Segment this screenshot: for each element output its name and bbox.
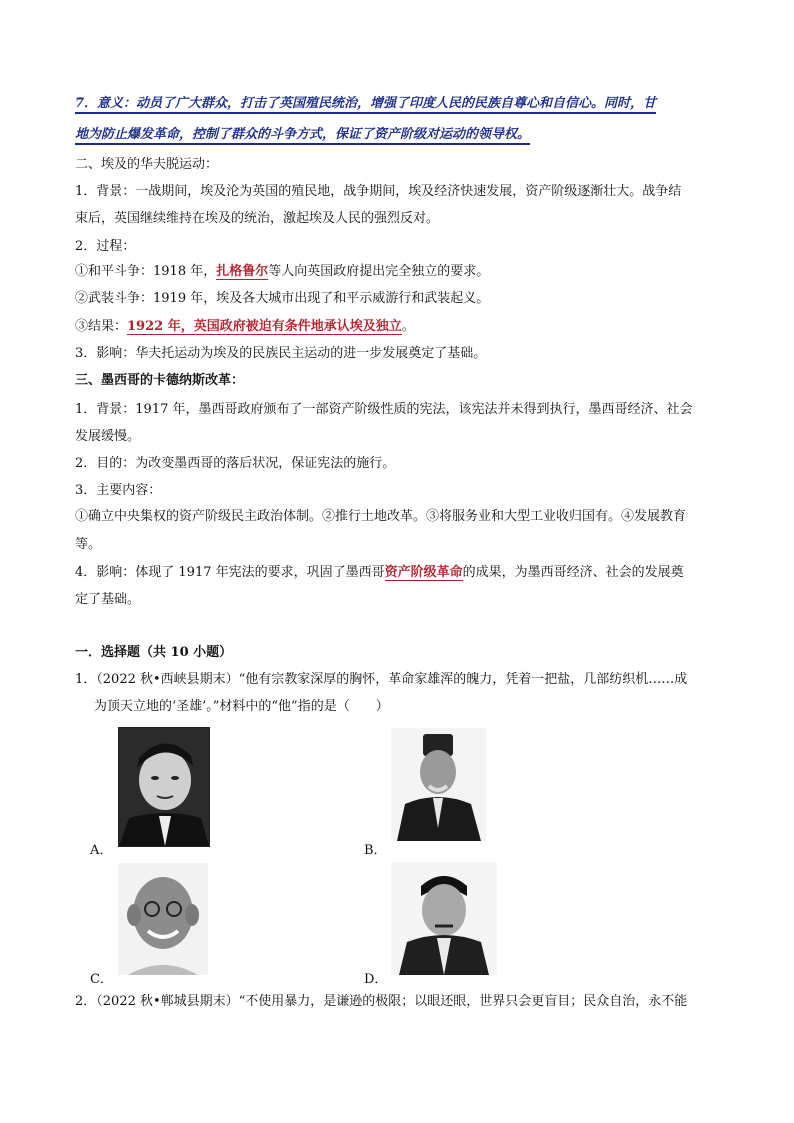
question-1-line-1: 1．（2022 秋•西峡县期末）“他有宗教家深厚的胸怀，革命家雄浑的魄力，凭着一把盐，几部纺织机……成	[75, 672, 688, 687]
revolution-highlight: 资产阶级革命	[384, 565, 463, 580]
option-b-portrait	[391, 728, 486, 841]
significance-line-2: 地为防止爆发革命，控制了群众的斗争方式，保证了资产阶级对运动的领导权。	[75, 126, 530, 144]
mexico-heading: 三、墨西哥的卡德纳斯改革：	[75, 373, 245, 388]
result-highlight: 1922 年，英国政府被迫有条件地承认埃及独立	[127, 319, 402, 334]
egypt-process: 2．过程：	[75, 239, 136, 254]
option-a-label[interactable]: A．	[90, 843, 113, 858]
mexico-content-2: 等。	[75, 537, 102, 552]
egypt-armed-struggle: ②武装斗争：1919 年，埃及各大城市出现了和平示威游行和武装起义。	[75, 291, 490, 306]
mexico-aim: 2．目的：为改变墨西哥的落后状况，保证宪法的施行。	[75, 456, 396, 471]
option-d-label[interactable]: D．	[364, 972, 388, 987]
significance-line-1: 7．意义：动员了广大群众，打击了英国殖民统治，增强了印度人民的民族自尊心和自信心。同时，甘	[75, 95, 656, 113]
mexico-impact-1: 4．影响：体现了 1917 年宪法的要求，巩固了墨西哥资产阶级革命的成果，为墨西哥经济、社会的发展奠	[75, 565, 684, 580]
option-c-label[interactable]: C．	[90, 972, 113, 987]
option-d-portrait	[391, 862, 497, 975]
option-a-portrait	[118, 727, 210, 847]
question-2-line-1: 2．（2022 秋•郸城县期末）“不使用暴力，是谦逊的极限；以眼还眼，世界只会更盲目；民众自治，永不能	[75, 994, 688, 1009]
mexico-impact-2: 定了基础。	[75, 592, 141, 607]
mexico-content: 3．主要内容：	[75, 483, 162, 498]
egypt-impact: 3．影响：华夫托运动为埃及的民族民主运动的进一步发展奠定了基础。	[75, 346, 487, 361]
egypt-heading: 二、埃及的华夫脱运动：	[75, 157, 219, 172]
egypt-peaceful-struggle: ①和平斗争：1918 年，扎格鲁尔等人向英国政府提出完全独立的要求。	[75, 264, 490, 279]
egypt-background-1: 1．背景：一战期间，埃及沦为英国的殖民地，战争期间，埃及经济快速发展，资产阶级逐渐壮大。战争结	[75, 184, 682, 199]
question-1-line-2: 为顶天立地的‘圣雄’。”材料中的“他”指的是（ ）	[94, 699, 389, 714]
option-c-portrait	[118, 863, 208, 975]
mexico-background-1: 1．背景：1917 年，墨西哥政府颁布了一部资产阶级性质的宪法，该宪法并未得到执行，墨西哥经济、社会	[75, 402, 693, 417]
mexico-background-2: 发展缓慢。	[75, 429, 141, 444]
egypt-result: ③结果：1922 年，英国政府被迫有条件地承认埃及独立。	[75, 319, 415, 334]
zaghlul-highlight: 扎格鲁尔	[216, 264, 269, 279]
exercise-heading: 一．选择题（共 10 小题）	[75, 645, 233, 660]
egypt-background-2: 束后，英国继续维持在埃及的统治，激起埃及人民的强烈反对。	[75, 211, 440, 226]
mexico-content-1: ①确立中央集权的资产阶级民主政治体制。②推行土地改革。③将服务业和大型工业收归国有。④发展教育	[75, 509, 687, 524]
option-b-label[interactable]: B．	[364, 843, 387, 858]
